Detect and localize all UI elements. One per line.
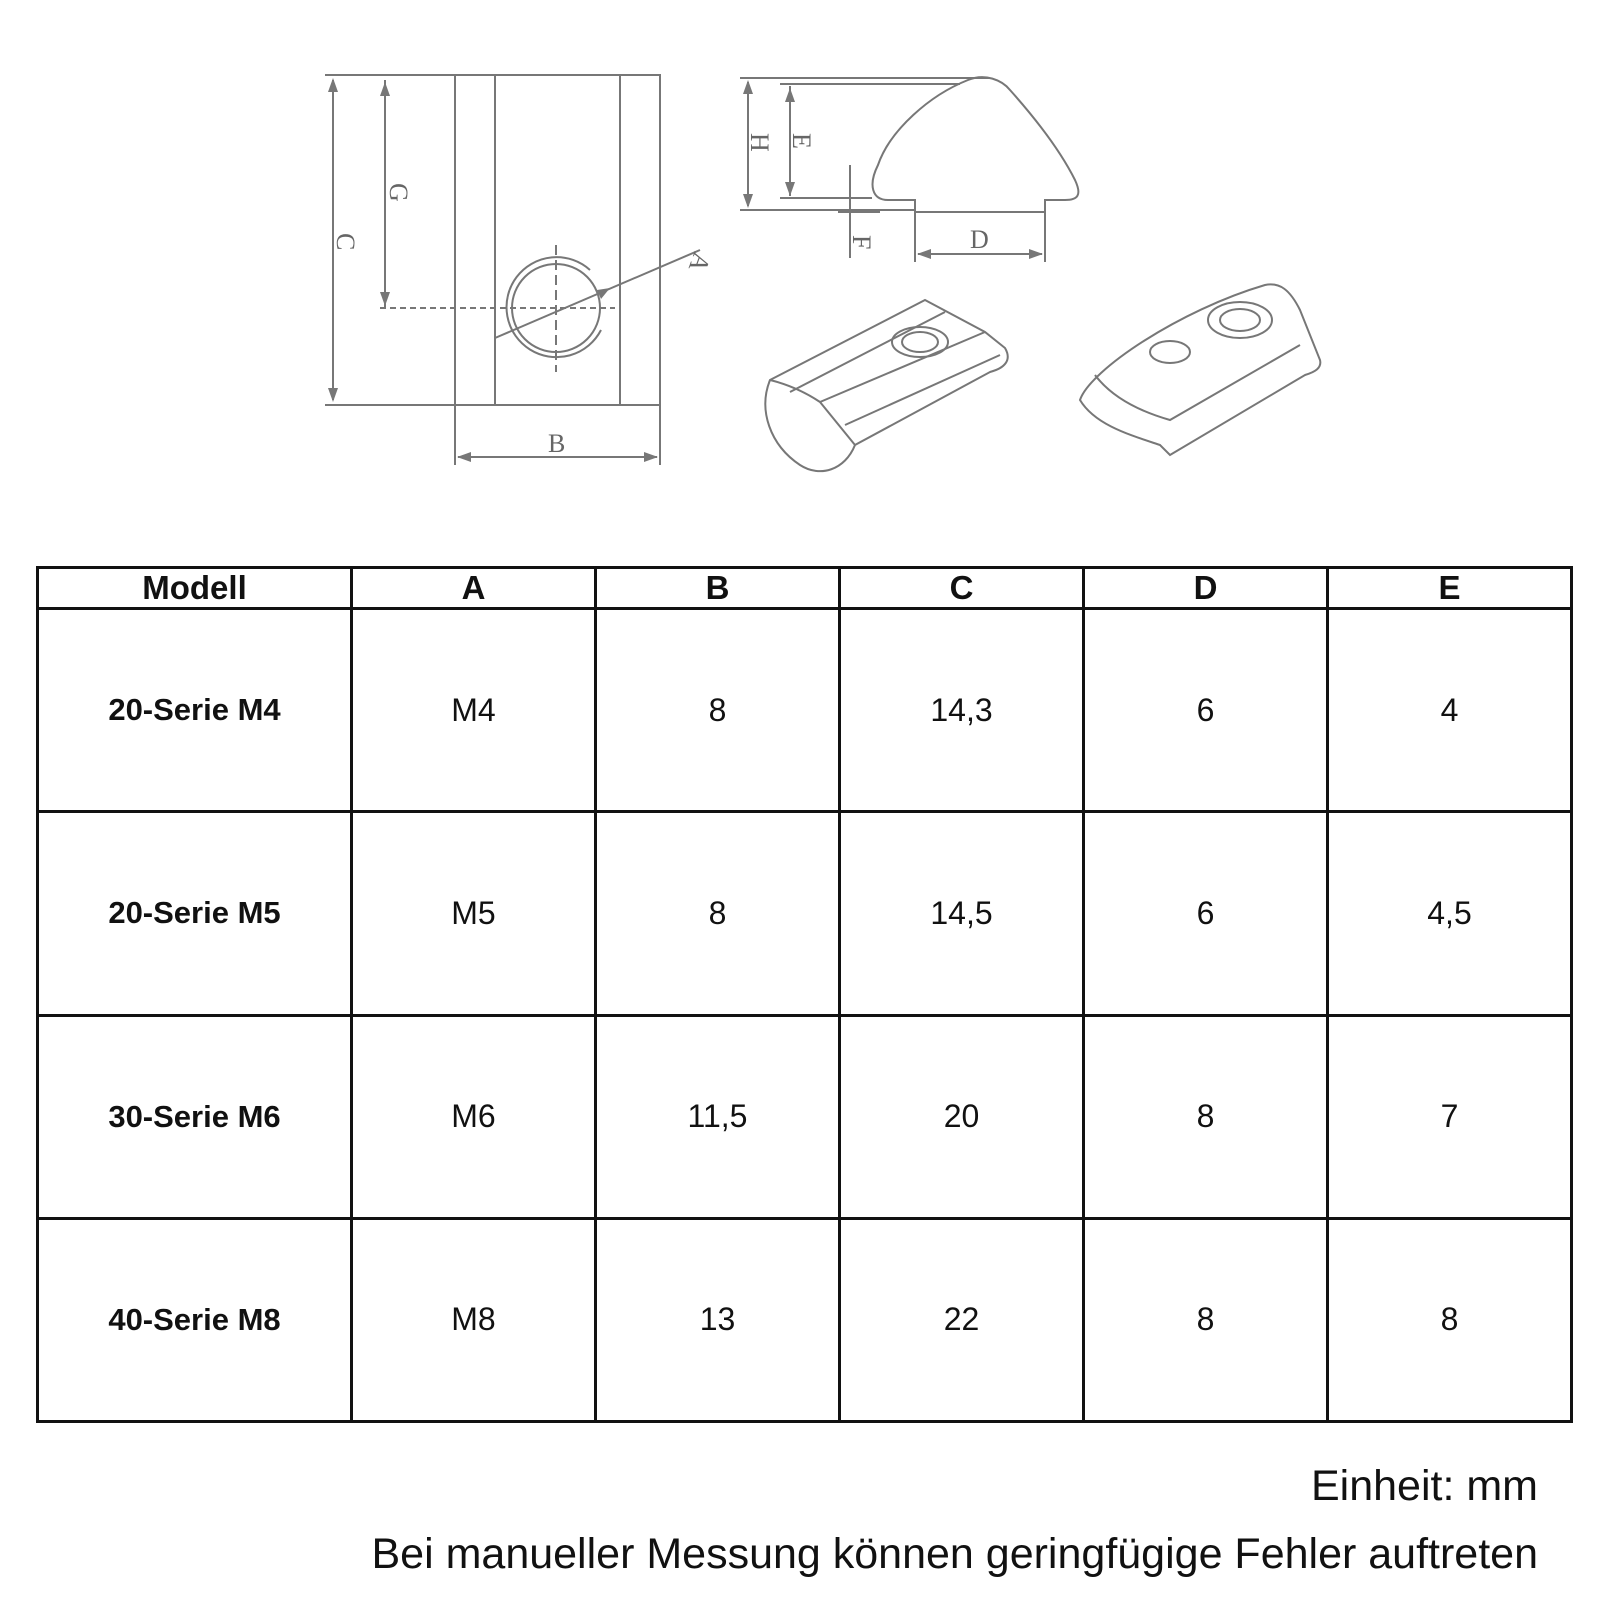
header-b: B: [596, 568, 840, 609]
cell-b: 11,5: [596, 1015, 840, 1218]
cell-d: 6: [1084, 609, 1328, 812]
header-e: E: [1328, 568, 1572, 609]
cell-d: 8: [1084, 1218, 1328, 1421]
cell-c: 14,3: [840, 609, 1084, 812]
cell-b: 8: [596, 812, 840, 1015]
header-a: A: [352, 568, 596, 609]
cell-e: 4: [1328, 609, 1572, 812]
dim-label-c: C: [331, 233, 360, 251]
cell-e: 8: [1328, 1218, 1572, 1421]
cell-model: 40-Serie M8: [38, 1218, 352, 1421]
dim-label-b: B: [548, 429, 566, 458]
table-row: [38, 609, 1572, 812]
dim-label-h: H: [745, 133, 774, 152]
iso-view-left: [765, 300, 1007, 471]
header-d: D: [1084, 568, 1328, 609]
side-view: [740, 77, 1078, 262]
iso-view-right: [1080, 284, 1320, 455]
cell-a: M5: [352, 812, 596, 1015]
dim-label-d: D: [970, 225, 989, 254]
cell-a: M8: [352, 1218, 596, 1421]
cell-a: M4: [352, 609, 596, 812]
cell-c: 22: [840, 1218, 1084, 1421]
table-header-row: [38, 568, 1572, 609]
table-row: [38, 1218, 1572, 1421]
drawing-canvas: [0, 0, 1600, 520]
table-row: [38, 1015, 1572, 1218]
dim-label-a: A: [682, 248, 717, 277]
unit-note: Einheit: mm: [1310, 1462, 1538, 1510]
top-view: [325, 75, 700, 465]
cell-b: 13: [596, 1218, 840, 1421]
cell-a: M6: [352, 1015, 596, 1218]
header-modell: Modell: [38, 568, 352, 609]
cell-model: 30-Serie M6: [38, 1015, 352, 1218]
dim-label-f: F: [847, 235, 876, 250]
cell-model: 20-Serie M5: [38, 812, 352, 1015]
header-c: C: [840, 568, 1084, 609]
dim-label-e: E: [787, 133, 816, 149]
cell-e: 4,5: [1328, 812, 1572, 1015]
cell-d: 6: [1084, 812, 1328, 1015]
spec-table: [36, 566, 1573, 1423]
cell-model: 20-Serie M4: [38, 609, 352, 812]
technical-drawings: [0, 0, 1600, 520]
cell-b: 8: [596, 609, 840, 812]
dim-label-g: G: [384, 183, 413, 202]
cell-e: 7: [1328, 1015, 1572, 1218]
cell-d: 8: [1084, 1015, 1328, 1218]
measurement-disclaimer: Bei manueller Messung können geringfügige Fehler auftreten: [371, 1530, 1538, 1578]
cell-c: 14,5: [840, 812, 1084, 1015]
cell-c: 20: [840, 1015, 1084, 1218]
table-row: [38, 812, 1572, 1015]
